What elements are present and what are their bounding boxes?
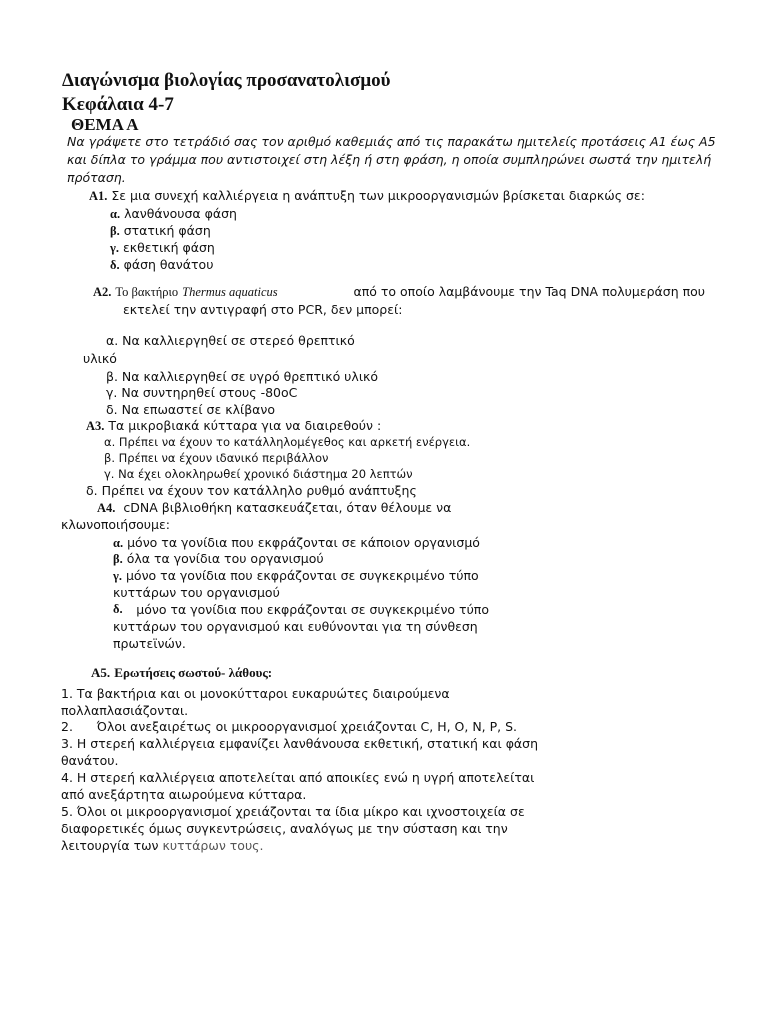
option-a3-c: γ. Να έχει ολοκληρωθεί χρονικό διάστημα 20 λεπτών	[104, 467, 413, 481]
option-text: μόνο τα γονίδια που εκφράζονται σε συγκεκριμένο τύπο	[136, 602, 489, 617]
question-a2-line2: εκτελεί την αντιγραφή στο PCR, δεν μπορεί:	[123, 302, 403, 317]
statement-text: λειτουργία των	[61, 838, 159, 853]
option-letter: δ.	[113, 602, 123, 616]
statement-3-cont: θανάτου.	[61, 753, 119, 768]
statement-5-cont2	[61, 838, 264, 853]
question-text: Σε μια συνεχή καλλιέργεια η ανάπτυξη των μικροοργανισμών βρίσκεται διαρκώς σε:	[111, 188, 645, 203]
option-a1-c	[110, 240, 215, 256]
option-letter: β.	[110, 224, 120, 238]
option-a4-c-cont: κυττάρων του οργανισμού	[113, 585, 280, 600]
question-number: Α1.	[89, 189, 108, 203]
option-a2-a-cont: υλικό	[83, 351, 117, 366]
option-text: όλα τα γονίδια του οργανισμού	[126, 551, 324, 566]
question-text-cont: από το οποίο λαμβάνουμε την Taq DNA πολυμεράση που	[353, 284, 705, 299]
option-a4-d-cont2: πρωτεϊνών.	[113, 636, 186, 651]
option-a1-a	[110, 206, 237, 222]
option-text: στατική φάση	[123, 223, 211, 238]
statement-1-cont: πολλαπλασιάζονται.	[61, 703, 189, 718]
question-text: cDNA βιβλιοθήκη κατασκευάζεται, όταν θέλουμε να	[123, 500, 452, 515]
option-a4-a	[113, 535, 480, 551]
question-number: Α5.	[91, 665, 111, 680]
option-a3-a: α. Πρέπει να έχουν το κατάλληλομέγεθος και αρκετή ενέργεια.	[104, 435, 471, 449]
statement-4-cont: από ανεξάρτητα αιωρούμενα κύτταρα.	[61, 787, 307, 802]
option-letter: γ.	[110, 241, 119, 255]
intro-line-1	[67, 134, 716, 149]
section-heading: ΘΕΜΑ Α	[71, 115, 139, 134]
question-a4	[97, 500, 451, 516]
statement-1: 1. Τα βακτήρια και οι μονοκύτταροι ευκαρυώτες διαιρούμενα	[61, 686, 450, 701]
question-heading: Ερωτήσεις σωστού- λάθους:	[114, 665, 273, 680]
option-a1-d	[110, 257, 213, 273]
option-a1-b	[110, 223, 211, 239]
statement-text-end: κυττάρων τους.	[162, 838, 264, 853]
intro-line-3: πρόταση.	[67, 170, 126, 185]
option-a3-d: δ. Πρέπει να έχουν τον κατάλληλο ρυθμό ανάπτυξης	[86, 483, 417, 498]
option-a4-c	[113, 568, 479, 584]
question-text: Τα μικροβιακά κύτταρα για να διαιρεθούν :	[108, 418, 382, 433]
option-letter: α.	[110, 207, 121, 221]
option-letter: δ.	[110, 258, 120, 272]
species-name: Thermus aquaticus	[182, 285, 278, 299]
option-a2-c: γ. Να συντηρηθεί στους -80oC	[106, 385, 298, 400]
intro-text-1: Να γράψετε στο τετράδιό σας τον αριθμό καθεμιάς από τις παρακάτω ημιτελείς προτάσεις Α1 έως Α5	[67, 134, 716, 149]
option-text: μόνο τα γονίδια που εκφράζονται σε κάποιον οργανισμό	[127, 535, 480, 550]
option-a3-b: β. Πρέπει να έχουν ιδανικό περιβάλλον	[104, 451, 329, 465]
option-text: φάση θανάτου	[123, 257, 214, 272]
option-a2-b: β. Να καλλιεργηθεί σε υγρό θρεπτικό υλικό	[106, 369, 379, 384]
option-text: εκθετική φάση	[122, 240, 215, 255]
statement-3: 3. Η στερεή καλλιέργεια εμφανίζει λανθάνουσα εκθετική, στατική και φάση	[61, 736, 539, 751]
option-a2-a: α. Να καλλιεργηθεί σε στερεό θρεπτικό	[106, 333, 355, 348]
option-letter: γ.	[113, 569, 122, 583]
option-a4-b	[113, 551, 324, 567]
option-text: λανθάνουσα φάση	[124, 206, 237, 221]
option-letter: α.	[113, 536, 124, 550]
question-a3	[86, 418, 381, 434]
question-text: Το βακτήριο	[115, 285, 179, 299]
chapters-heading: Κεφάλαια 4-7	[62, 94, 174, 115]
question-number: Α3.	[86, 419, 105, 433]
statement-number: 2.	[61, 719, 73, 734]
option-letter: β.	[113, 552, 123, 566]
question-a2	[93, 284, 705, 300]
statement-2	[61, 719, 517, 734]
statement-text: Όλοι ανεξαιρέτως οι μικροοργανισμοί χρειάζονται C, H, O, N, P, S.	[96, 719, 518, 734]
statement-4: 4. Η στερεή καλλιέργεια αποτελείται από αποικίες ενώ η υγρή αποτελείται	[61, 770, 535, 785]
question-number: Α2.	[93, 285, 112, 299]
option-a4-d	[113, 602, 489, 617]
option-a2-d: δ. Να επωαστεί σε κλίβανο	[106, 402, 276, 417]
option-a4-d-cont1: κυττάρων του οργανισμού και ευθύνονται για τη σύνθεση	[113, 619, 478, 634]
question-a5	[91, 665, 272, 681]
question-number: Α4.	[97, 501, 116, 515]
question-a4-cont: κλωνοποιήσουμε:	[61, 517, 170, 532]
statement-5-cont: διαφορετικές όμως συγκεντρώσεις, αναλόγως με την σύσταση και την	[61, 821, 508, 836]
intro-line-2: και δίπλα το γράμμα που αντιστοιχεί στη λέξη ή στη φράση, η οποία συμπληρώνει σωστά την ημιτελή	[67, 152, 712, 167]
page-title: Διαγώνισμα βιολογίας προσανατολισμού	[62, 70, 391, 91]
question-a1	[89, 188, 645, 204]
option-text: μόνο τα γονίδια που εκφράζονται σε συγκεκριμένο τύπο	[125, 568, 479, 583]
statement-5: 5. Όλοι οι μικροοργανισμοί χρειάζονται τα ίδια μίκρο και ιχνοστοιχεία σε	[61, 804, 525, 819]
